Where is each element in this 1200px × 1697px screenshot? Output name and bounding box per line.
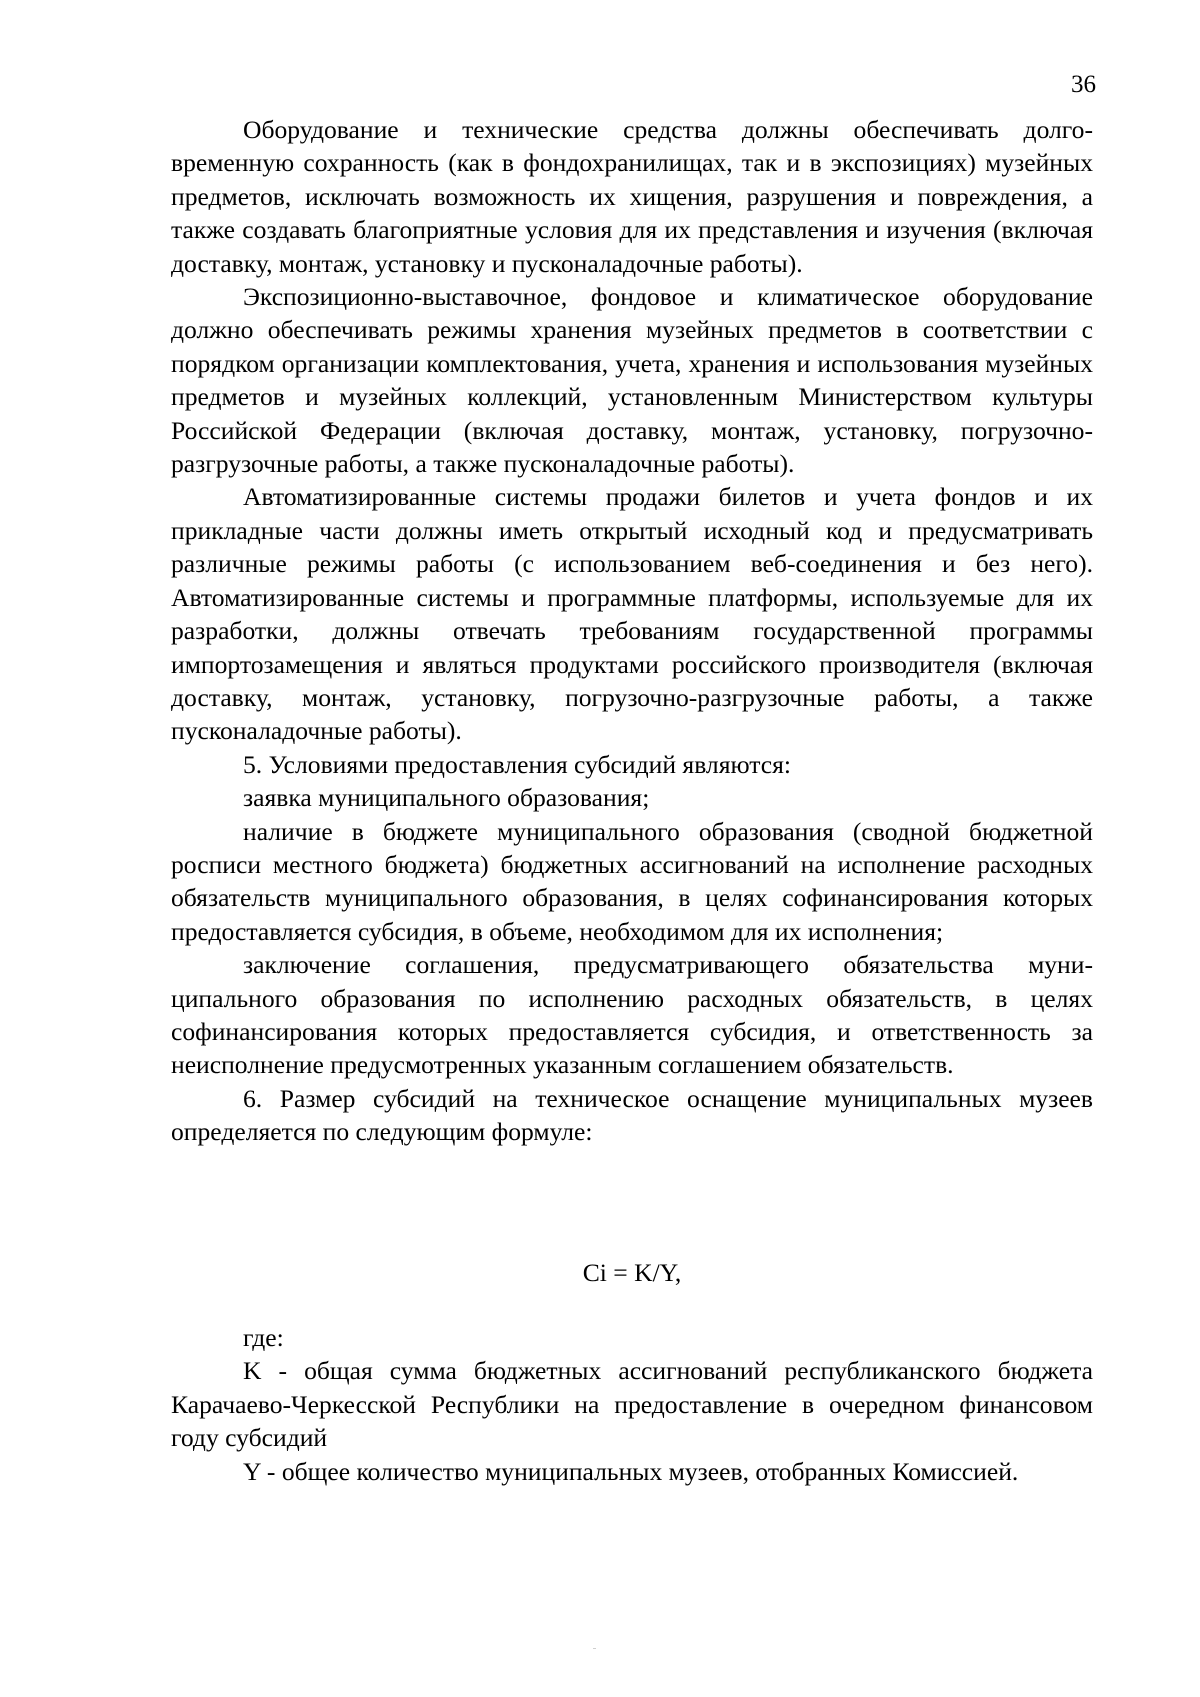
paragraph-equipment-requirements: Оборудование и технические средства должны обеспечивать долговременную сохранность (как в фондохранилищах, так и в экспозициях) музейных предметов, исключать возможность их хищения, разрушения и повреждения, а также создавать благоприятные условия для их представления и изучения (включая доставку, монтаж, установку и пусконаладочные работы). xyxy=(171,115,1093,278)
paragraph-automated-systems: Автоматизированные системы продажи билетов и учета фондов и их прикладные части должны иметь открытый исходный код и предусматривать различные режимы работы (с использованием веб-соединения и без него). Автоматизированные системы и программные платформы, используемые для их разработки, должны отвечать требованиям государственной программы импортозамещения и являться продуктами российского производителя (включая доставку, монтаж, установку, погрузочно-разгрузочные работы, а также пусконаладочные работы). xyxy=(171,482,1093,746)
paragraph-subsidy-size: 6. Размер субсидий на техническое оснащение муниципальных музеев определяется по следующим формуле: xyxy=(171,1083,1093,1147)
formula-definitions xyxy=(171,1321,1093,1488)
paragraph-condition-budget: наличие в бюджете муниципального образования (сводной бюджетной росписи местного бюджета) бюджетных ассигнований на исполнение расходных обязательств муниципального образования, в целях софинансирования которых предоставляется субсидия, в объеме, необходимом для их исполнения; xyxy=(171,816,1093,946)
paragraph-condition-application: заявка муниципального образования; xyxy=(243,783,650,813)
page-number: 36 xyxy=(1071,71,1096,98)
definition-y: Y - общее количество муниципальных музеев, отобранных Комиссией. xyxy=(243,1456,1019,1486)
definition-k: K - общая сумма бюджетных ассигнований республиканского бюджета Карачаево-Черкесской Республики на предоставление в очередном финансовом году субсидий xyxy=(171,1356,1093,1453)
definition-where: где: xyxy=(243,1323,284,1352)
subsidy-formula: Ci = K/Y, xyxy=(582,1258,682,1287)
scan-artifact xyxy=(593,1648,596,1649)
paragraph-subsidy-conditions-heading: 5. Условиями предоставления субсидий являются: xyxy=(243,749,792,779)
document-body xyxy=(171,113,1093,1149)
paragraph-condition-agreement: заключение соглашения, предусматривающего обязательства муниципального образования по исполнению расходных обязательств, в целях софинансирования которых предоставляется субсидия, и ответственность за неисполнение предусмотренных указанным соглашением обязательств. xyxy=(171,950,1093,1080)
paragraph-exhibition-equipment: Экспозиционно-выставочное, фондовое и климатическое оборудование должно обеспечивать режимы хранения музейных предметов в соответствии с порядком организации комплектования, учета, хранения и использования музейных предметов и музейных коллекций, установленным Министерством культуры Российской Федерации (включая доставку, монтаж, установку, погрузочно-разгрузочные работы, а также пусконаладочные работы). xyxy=(171,282,1093,479)
